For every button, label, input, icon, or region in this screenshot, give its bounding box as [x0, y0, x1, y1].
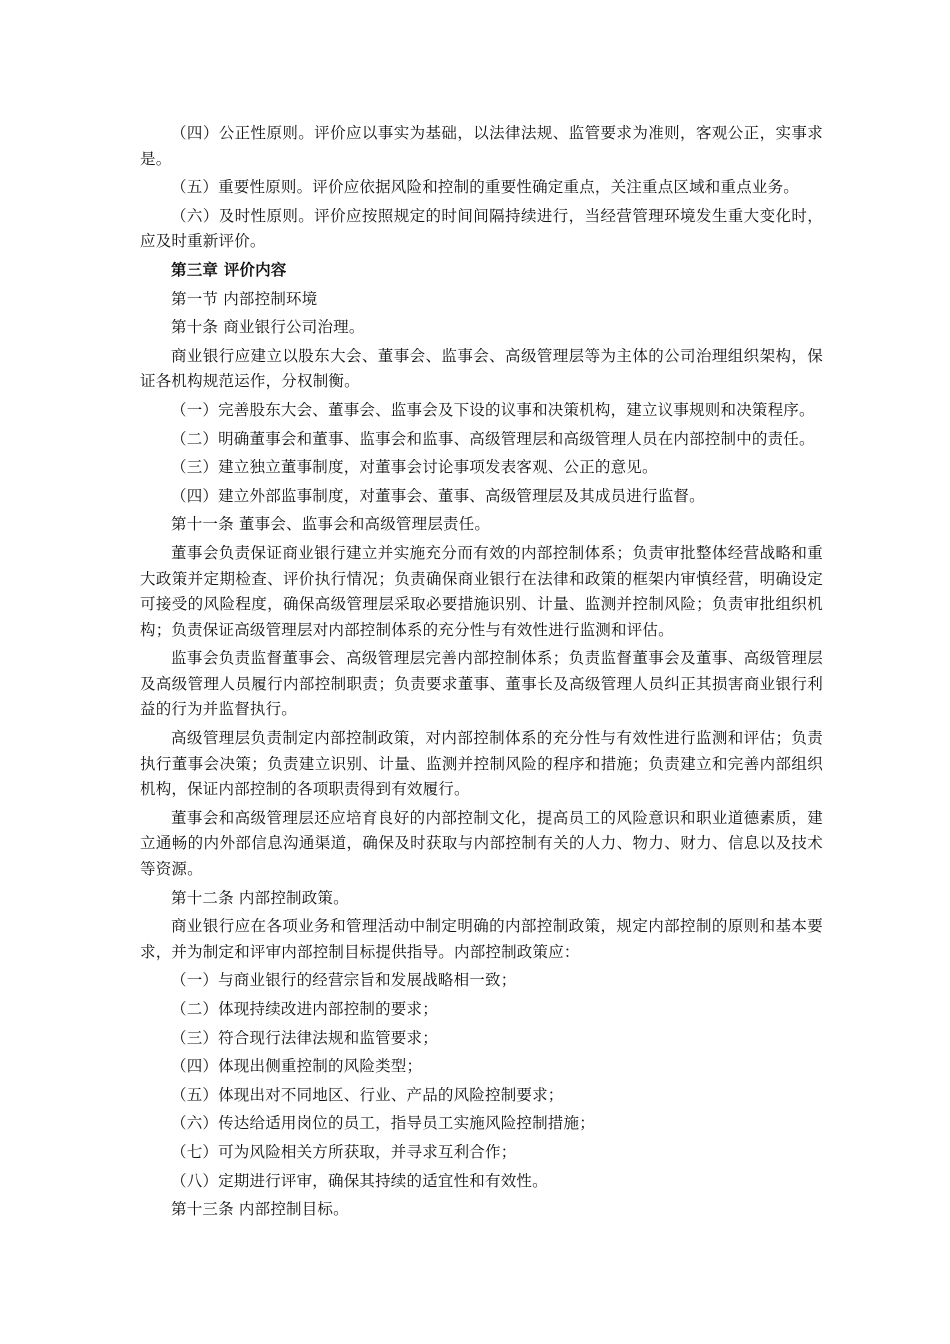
- article-11-supervisory-duties: 监事会负责监督董事会、高级管理层完善内部控制体系；负责监督董事会及董事、高级管理层及高级管理人员履行内部控制职责；负责要求董事、董事长及高级管理人员纠正其损害商业银行利益的行为并监督执行。: [140, 649, 823, 719]
- article-11-board-duties: 董事会负责保证商业银行建立并实施充分而有效的内部控制体系；负责审批整体经营战略和重大政策并定期检查、评价执行情况；负责确保商业银行在法律和政策的框架内审慎经营，明确设定可接受的风险程度，确保高级管理层采取必要措施识别、计量、监测并控制风险；负责审批组织机构；负责保证高级管理层对内部控制体系的充分性与有效性进行监测和评估。: [140, 543, 823, 639]
- article-10-item-2: （二）明确董事会和董事、监事会和监事、高级管理层和高级管理人员在内部控制中的责任。: [171, 429, 815, 448]
- article-12-item-3: （三）符合现行法律法规和监管要求；: [171, 1028, 438, 1047]
- article-12-item-6: （六）传达给适用岗位的员工，指导员工实施风险控制措施；: [171, 1114, 595, 1133]
- article-12-body: 商业银行应在各项业务和管理活动中制定明确的内部控制政策，规定内部控制的原则和基本要求，并为制定和评审内部控制目标提供指导。内部控制政策应：: [140, 917, 823, 961]
- article-12-item-8: （八）定期进行评审，确保其持续的适宜性和有效性。: [171, 1171, 548, 1190]
- article-10-item-1: （一）完善股东大会、董事会、监事会及下设的议事和决策机构，建立议事规则和决策程序。: [171, 400, 815, 419]
- article-11-title: 第十一条 董事会、监事会和高级管理层责任。: [171, 515, 491, 534]
- article-12-item-2: （二）体现持续改进内部控制的要求；: [171, 1000, 438, 1018]
- article-12-item-5: （五）体现出对不同地区、行业、产品的风险控制要求；: [171, 1085, 564, 1104]
- chapter-heading: 第三章 评价内容: [171, 260, 287, 279]
- article-11-management-duties: 高级管理层负责制定内部控制政策，对内部控制体系的充分性与有效性进行监测和评估；负责执行董事会决策；负责建立识别、计量、监测并控制风险的程序和措施；负责建立和完善内部组织机构，保证内部控制的各项职责得到有效履行。: [140, 729, 823, 799]
- document-page: [140, 121, 823, 1226]
- article-11-culture: 董事会和高级管理层还应培育良好的内部控制文化，提高员工的风险意识和职业道德素质，建立通畅的内外部信息沟通渠道，确保及时获取与内部控制有关的人力、物力、财力、信息以及技术等资源。: [140, 808, 823, 879]
- article-12-item-7: （七）可为风险相关方所获取，并寻求互利合作；: [171, 1142, 517, 1161]
- article-12-item-4: （四）体现出侧重控制的风险类型；: [171, 1057, 423, 1076]
- article-12-title: 第十二条 内部控制政策。: [171, 888, 349, 907]
- section-heading: 第一节 内部控制环境: [171, 289, 318, 308]
- article-12-item-1: （一）与商业银行的经营宗旨和发展战略相一致；: [171, 971, 517, 990]
- paragraph-principle-5: （五）重要性原则。评价应依据风险和控制的重要性确定重点，关注重点区域和重点业务。: [171, 178, 800, 197]
- article-10-item-3: （三）建立独立董事制度，对董事会讨论事项发表客观、公正的意见。: [171, 458, 658, 477]
- article-10-title: 第十条 商业银行公司治理。: [171, 318, 365, 337]
- paragraph-principle-4: （四）公正性原则。评价应以事实为基础，以法律法规、监管要求为准则，客观公正，实事求是。: [140, 124, 823, 168]
- paragraph-principle-6: （六）及时性原则。评价应按照规定的时间间隔持续进行，当经营管理环境发生重大变化时，应及时重新评价。: [140, 206, 823, 251]
- article-13-title: 第十三条 内部控制目标。: [171, 1200, 349, 1219]
- article-10-body: 商业银行应建立以股东大会、董事会、监事会、高级管理层等为主体的公司治理组织架构，保证各机构规范运作，分权制衡。: [140, 346, 823, 391]
- article-10-item-4: （四）建立外部监事制度，对董事会、董事、高级管理层及其成员进行监督。: [171, 486, 705, 505]
